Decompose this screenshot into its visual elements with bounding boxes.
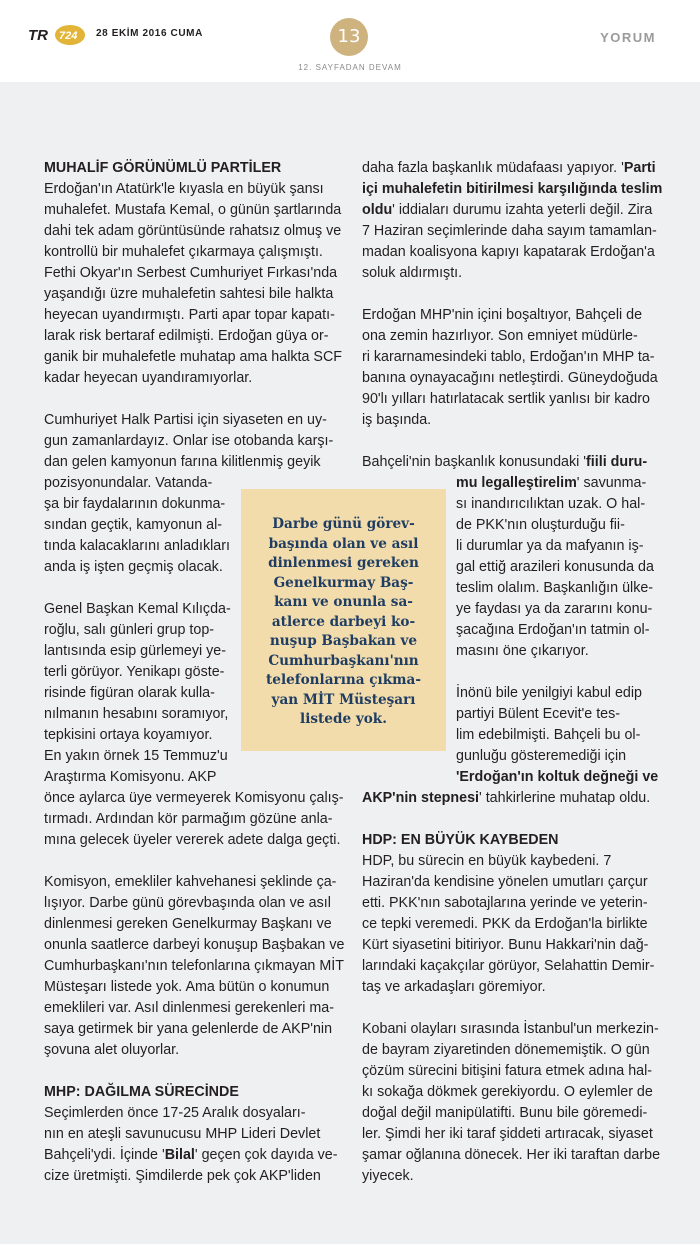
logo-tr-text: TR — [28, 27, 48, 44]
text-line: gun zamanlardayız. Onlar ise otobanda karşı- — [44, 433, 334, 449]
text-line: nuşup Başbakan ve — [269, 633, 418, 649]
bold-term: 'Erdoğan'ın koltuk değneği ve — [456, 769, 659, 785]
text-line: terli görüyor. Yenikapı göste- — [44, 664, 225, 680]
text-line: ye faydası ya da zararını konu- — [456, 601, 653, 617]
text-line: mına gelecek üyeler vererek adete dalga geçti. — [44, 832, 341, 848]
text-line: Kürt siyasetini bitiriyor. Bunu Hakkari'nin dağ- — [362, 937, 649, 953]
text-line: saya getirmek bir yana gelenlerde de AKP'nin — [44, 1021, 333, 1037]
text-line: onunla saatlerce darbeyi konuşup Başbakan ve — [44, 937, 345, 953]
bold-term: mu legalleştirelim — [456, 475, 577, 491]
text-line: Cumhurbaşkanı'nın telefonlarına çıkmayan MİT — [44, 958, 344, 974]
text-line: Genel Başkan Kemal Kılıçda- — [44, 601, 231, 617]
text-line: dinlenmesi gereken Genelkurmay Başkanı ve — [44, 916, 332, 932]
text-line: risinde figüran olarak kulla- — [44, 685, 215, 701]
text-line: mu legalleştirelim' savunma- — [456, 475, 647, 491]
text-line: masını öne çıkarıyor. — [456, 643, 589, 659]
text-line: taş ve arkadaşları göremiyor. — [362, 979, 546, 995]
bold-term: oldu — [362, 202, 393, 218]
text-line: heyecan uyandırmıştı. Parti apar topar kapatı- — [44, 307, 335, 323]
text-line: ona zemin hazırlıyor. Son emniyet müdürle- — [362, 328, 638, 344]
text-line — [362, 179, 662, 200]
text-line: banına oynayacağını netleştirdi. Güneydoğuda — [362, 370, 658, 386]
text-line: ce tepki veremedi. PKK da Erdoğan'la birlikte — [362, 916, 648, 932]
text-line: dan gelen kamyonun farına kilitlenmiş geyik — [44, 454, 321, 470]
section-label: YORUM — [600, 30, 656, 45]
text-line: ler. Şimdi her iki taraf şiddeti artıracak, siyaset — [362, 1126, 653, 1142]
text-line: tırmadı. Ardından kör parmağım gözüne anla- — [44, 811, 333, 827]
text-line: yaşandığı üzre muhalefetin sahtesi bile halkta — [44, 286, 334, 302]
text-line: tepkisini ortaya koyamıyor. — [44, 727, 213, 743]
text-line: AKP'nin stepnesi' tahkirlerine muhatap oldu. — [362, 790, 651, 806]
text-line: kontrollü bir muhalefet çıkarmaya çalışmıştı. — [44, 244, 323, 260]
bold-term: fiili duru- — [586, 454, 648, 470]
text-line: de bayram ziyaretinden dönememiştik. O gün — [362, 1042, 650, 1058]
text-line: Cumhurbaşkanı'nın — [268, 652, 419, 669]
text-line: teslim olalım. Başkanlığın ülke- — [456, 580, 654, 596]
text-line: daha fazla başkanlık müdafaası yapıyor. 'Parti — [362, 160, 656, 176]
text-line: 90'lı yılları hatırlatacak sertlik yanlısı bir kadro — [362, 391, 650, 407]
text-line: Genelkurmay Baş- — [273, 574, 414, 591]
text-line: önce aylarca üye vermeyerek Komisyonu çalış- — [44, 790, 344, 806]
text-line: gunluğu gösteremediği için — [456, 748, 627, 764]
paragraph — [44, 872, 344, 1061]
text-line: 7 Haziran seçimlerinde daha sayım tamamlan- — [362, 223, 657, 239]
text-line: partiyi Bülent Ecevit'e tes- — [456, 706, 621, 722]
text-line: gal ettiğ arazileri konusunda da — [456, 559, 654, 575]
text-line: doğal değil manipülatifti. Bunu bile göremedi- — [362, 1105, 648, 1121]
text-line: madan koalisyona kapıyı kapatarak Erdoğan'a — [362, 244, 655, 260]
text-line: şa bir faydalarının dokunma- — [44, 496, 226, 512]
text-line: Bahçeli'nin başkanlık konusundaki 'fiili duru- — [362, 454, 648, 470]
text-line: ri kararnamesindeki tablo, Erdoğan'ın MHP ta- — [362, 349, 655, 365]
pull-quote-text — [257, 515, 430, 730]
text-line: En yakın örnek 15 Temmuz'u — [44, 748, 228, 764]
text-line: yan MİT Müsteşarı — [271, 691, 416, 708]
text-line: HDP, bu sürecin en büyük kaybedeni. 7 — [362, 853, 612, 869]
text-line: muhalefet. Mustafa Kemal, o günün şartlarında — [44, 202, 342, 218]
text-line: Erdoğan'ın Atatürk'le kıyasla en büyük şansı — [44, 181, 324, 197]
text-line: larak risk bertaraf edilmişti. Erdoğan güya or- — [44, 328, 329, 344]
text-line: kı sokağa dökmek gerekiyordu. O eylemler de — [362, 1084, 653, 1100]
text-line: listede yok. — [300, 711, 387, 727]
heading-hdp: HDP: EN BÜYÜK KAYBEDEN — [362, 832, 559, 848]
text-line: Darbe günü görev- — [272, 516, 415, 532]
paragraph — [362, 1019, 662, 1187]
text-line: Araştırma Komisyonu. AKP — [44, 769, 217, 785]
text-line: nın en ateşli savunucusu MHP Lideri Devlet — [44, 1126, 321, 1142]
text-line: çözüm sürecini bitişini fatura etmek adına hal- — [362, 1063, 653, 1079]
pull-quote — [241, 489, 446, 751]
heading-muhalif: MUHALİF GÖRÜNÜMLÜ PARTİLER — [44, 160, 282, 176]
text-line: Bahçeli'ydi. İçinde 'Bilal' geçen çok dayıda ve- — [44, 1147, 338, 1163]
text-line: roğlu, salı günleri grup top- — [44, 622, 215, 638]
text-line: Kobani olayları sırasında İstanbul'un merkezin- — [362, 1021, 659, 1037]
text-line — [362, 767, 662, 788]
paragraph — [362, 851, 662, 998]
text-line: etti. PKK'nın sabotajlarına yerinde ve yeterin- — [362, 895, 648, 911]
text-line: Seçimlerden önce 17-25 Aralık dosyaları- — [44, 1105, 306, 1121]
text-line: dahi tek adam görüntüsünde rahatsız olmuş ve — [44, 223, 342, 239]
text-line: oldu' iddiaları durumu izahta yeterli değil. Zira — [362, 202, 653, 218]
text-line: telefonlarına çıkma- — [266, 672, 421, 688]
page-header — [0, 0, 700, 82]
text-line: sından geçtik, kamyonun al- — [44, 517, 223, 533]
text-line: Fethi Okyar'ın Serbest Cumhuriyet Fırkası'nda — [44, 265, 338, 281]
text-line: larındaki kaçakçılar görüyor, Selahattin Demir- — [362, 958, 655, 974]
text-line: emeklileri var. Asıl dinlenmesi gerekenleri ma- — [44, 1000, 335, 1016]
text-line: lantısında esip gürlemeyi ye- — [44, 643, 226, 659]
logo-724-text: 724 — [59, 30, 78, 42]
text-line: dinlenmesi gereken — [268, 555, 419, 571]
page-number: 13 — [330, 18, 368, 56]
text-line: lışıyor. Darbe günü görevbaşında olan ve asıl — [44, 895, 331, 911]
text-line: sı inandırıcılıktan uzak. O hal- — [456, 496, 646, 512]
text-line: li durumlar ya da mafyanın iş- — [456, 538, 644, 554]
paragraph — [44, 1103, 344, 1187]
tr724-logo — [28, 24, 90, 46]
text-line: de PKK'nın oluşturduğu fii- — [456, 517, 625, 533]
issue-date: 28 EKİM 2016 CUMA — [96, 28, 203, 39]
bold-term: Parti — [623, 160, 656, 176]
text-line: pozisyonundalar. Vatanda- — [44, 475, 213, 491]
text-line: atlerce darbeyi ko- — [271, 613, 416, 630]
text-line: lim edebilmişti. Bahçeli bu ol- — [456, 727, 641, 743]
text-line: soluk aldırmıştı. — [362, 265, 463, 281]
text-line: Müsteşarı listede yok. Ama bütün o konumun — [44, 979, 330, 995]
text-line: başında olan ve asıl — [268, 535, 419, 552]
text-line: anda iş işten geçmiş olacak. — [44, 559, 223, 575]
text-line: ganik bir muhalefetle muhatap ama halkta SCF — [44, 349, 343, 365]
text-line: Haziran'da kendisine yönelen umutları çarçur — [362, 874, 648, 890]
text-line: cize üretmişti. Şimdilerde pek çok AKP'liden — [44, 1168, 321, 1184]
continued-from-label: 12. SAYFADAN DEVAM — [298, 63, 402, 72]
text-line: şovuna alet oluyorlar. — [44, 1042, 180, 1058]
text-line: kanı ve onunla sa- — [274, 594, 413, 610]
text-line: Erdoğan MHP'nin içini boşaltıyor, Bahçeli de — [362, 307, 643, 323]
text-line: tında kalacaklarını anladıkları — [44, 538, 230, 554]
text-line: Cumhuriyet Halk Partisi için siyaseten en uy- — [44, 412, 327, 428]
bold-term: AKP'nin stepnesi — [362, 790, 479, 806]
text-line: kadar heyecan uyandıramıyorlar. — [44, 370, 253, 386]
heading-mhp: MHP: DAĞILMA SÜRECİNDE — [44, 1084, 239, 1100]
text-line: iş başında. — [362, 412, 432, 428]
text-line: İnönü bile yenilgiyi kabul edip — [456, 685, 642, 701]
bold-term: içi muhalefetin bitirilmesi karşılığında teslim — [362, 181, 663, 197]
paragraph — [362, 305, 662, 431]
bold-term: Bilal — [164, 1147, 195, 1163]
text-line: Komisyon, emekliler kahvehanesi şeklinde ça- — [44, 874, 337, 890]
paragraph — [362, 158, 662, 284]
text-line: şamar oğlanına dönecek. Her iki taraftan darbe — [362, 1147, 661, 1163]
text-line: nılmanın hesabını soramıyor, — [44, 706, 229, 722]
text-line: yiyecek. — [362, 1168, 414, 1184]
text-line: şacağına Erdoğan'ın tatmin ol- — [456, 622, 650, 638]
paragraph — [44, 179, 344, 389]
